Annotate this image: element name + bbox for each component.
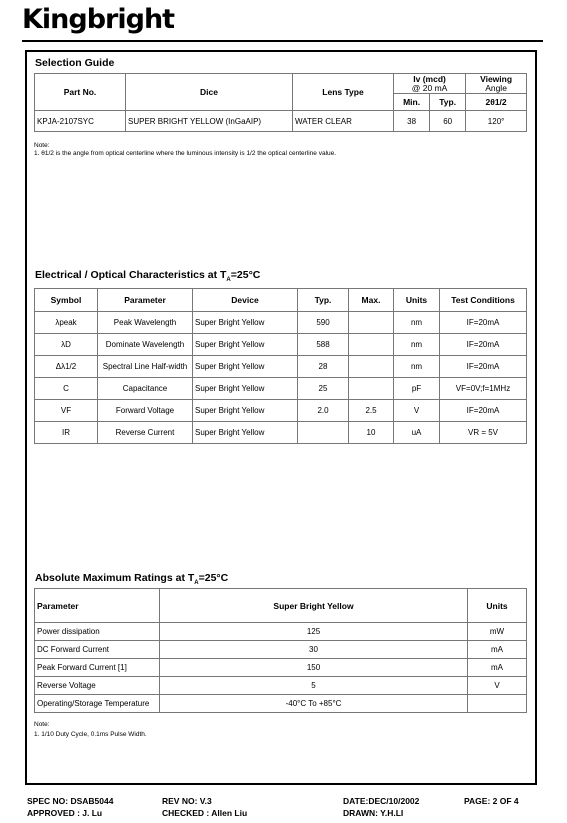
electrical-table bbox=[34, 288, 527, 444]
absolute-note-label: Note: bbox=[34, 721, 50, 728]
electrical-header: Max. bbox=[349, 289, 394, 312]
electrical-cell bbox=[349, 356, 394, 378]
electrical-cell: 588 bbox=[298, 334, 349, 356]
header-iv bbox=[394, 74, 466, 94]
electrical-cell: Super Bright Yellow bbox=[193, 356, 298, 378]
selection-table bbox=[34, 73, 527, 132]
electrical-cell bbox=[349, 312, 394, 334]
electrical-cell: 2.5 bbox=[349, 400, 394, 422]
electrical-header: Test Conditions bbox=[440, 289, 527, 312]
electrical-cell: IF=20mA bbox=[440, 400, 527, 422]
electrical-cell: 2.0 bbox=[298, 400, 349, 422]
absolute-cell: mA bbox=[468, 659, 527, 677]
electrical-cell: λD bbox=[35, 334, 98, 356]
approved: APPROVED : J. Lu bbox=[27, 808, 103, 818]
electrical-header: Symbol bbox=[35, 289, 98, 312]
iv-condition: @ 20 mA bbox=[411, 82, 448, 93]
electrical-cell: 10 bbox=[349, 422, 394, 444]
header-dice: Dice bbox=[126, 74, 293, 111]
electrical-cell: 28 bbox=[298, 356, 349, 378]
table-row bbox=[35, 659, 527, 677]
selection-note-label: Note: bbox=[34, 142, 50, 149]
absolute-cell: mA bbox=[468, 641, 527, 659]
absolute-cell: Operating/Storage Temperature bbox=[35, 695, 160, 713]
table-row bbox=[35, 356, 527, 378]
electrical-cell: Super Bright Yellow bbox=[193, 400, 298, 422]
electrical-header: Typ. bbox=[298, 289, 349, 312]
cell-typ: 60 bbox=[430, 111, 466, 132]
header-rule bbox=[22, 40, 543, 42]
cell-min: 38 bbox=[394, 111, 430, 132]
electrical-header: Units bbox=[394, 289, 440, 312]
table-row bbox=[35, 400, 527, 422]
table-row bbox=[35, 312, 527, 334]
iv-label: Iv (mcd) bbox=[413, 73, 446, 84]
footer-col-1 bbox=[27, 795, 113, 819]
electrical-cell: Super Bright Yellow bbox=[193, 422, 298, 444]
absolute-cell: -40°C To +85°C bbox=[160, 695, 468, 713]
absolute-cell: Peak Forward Current [1] bbox=[35, 659, 160, 677]
absolute-cell: Power dissipation bbox=[35, 623, 160, 641]
absolute-title: Absolute Maximum Ratings at $T_A=25^\circ C$ bbox=[35, 572, 229, 587]
electrical-title: Electrical / Optical Characteristics at $T_A=25^\circ C$ bbox=[35, 269, 261, 284]
absolute-header: Units bbox=[468, 589, 527, 623]
electrical-cell: Capacitance bbox=[98, 378, 193, 400]
electrical-cell: C bbox=[35, 378, 98, 400]
absolute-cell: Reverse Voltage bbox=[35, 677, 160, 695]
checked: CHECKED : Allen Liu bbox=[162, 808, 248, 818]
header-theta: 2θ1/2 bbox=[466, 94, 527, 111]
electrical-cell: IF=20mA bbox=[440, 312, 527, 334]
electrical-cell bbox=[349, 378, 394, 400]
cell-part-no: KPJA-2107SYC bbox=[35, 111, 126, 132]
header-typ: Typ. bbox=[430, 94, 466, 111]
viewing-label: Viewing bbox=[480, 73, 513, 84]
absolute-cell: 5 bbox=[160, 677, 468, 695]
rev-no: REV NO: V.3 bbox=[162, 796, 212, 806]
electrical-cell: IF=20mA bbox=[440, 356, 527, 378]
absolute-table bbox=[34, 588, 527, 713]
electrical-cell: VF bbox=[35, 400, 98, 422]
electrical-cell: Forward Voltage bbox=[98, 400, 193, 422]
electrical-cell: nm bbox=[394, 312, 440, 334]
electrical-header: Parameter bbox=[98, 289, 193, 312]
table-row bbox=[35, 641, 527, 659]
electrical-cell: Spectral Line Half-width bbox=[98, 356, 193, 378]
absolute-header: Parameter bbox=[35, 589, 160, 623]
electrical-cell bbox=[349, 334, 394, 356]
absolute-cell: 125 bbox=[160, 623, 468, 641]
date: DATE:DEC/10/2002 bbox=[343, 796, 420, 806]
header-part-no: Part No. bbox=[35, 74, 126, 111]
electrical-cell: IF=20mA bbox=[440, 334, 527, 356]
table-row bbox=[35, 623, 527, 641]
absolute-cell: 150 bbox=[160, 659, 468, 677]
electrical-cell: VR = 5V bbox=[440, 422, 527, 444]
cell-angle: 120° bbox=[466, 111, 527, 132]
electrical-cell: VF=0V;f=1MHz bbox=[440, 378, 527, 400]
electrical-cell: Super Bright Yellow bbox=[193, 312, 298, 334]
electrical-cell: 590 bbox=[298, 312, 349, 334]
table-row bbox=[35, 677, 527, 695]
electrical-cell: nm bbox=[394, 334, 440, 356]
absolute-cell: V bbox=[468, 677, 527, 695]
electrical-cell: pF bbox=[394, 378, 440, 400]
header-min: Min. bbox=[394, 94, 430, 111]
electrical-cell: IR bbox=[35, 422, 98, 444]
brand-logo: Kingbright bbox=[22, 4, 175, 35]
table-row bbox=[35, 695, 527, 713]
table-row bbox=[35, 422, 527, 444]
electrical-cell: uA bbox=[394, 422, 440, 444]
absolute-note: 1. 1/10 Duty Cycle, 0.1ms Pulse Width. bbox=[34, 731, 147, 738]
electrical-cell: V bbox=[394, 400, 440, 422]
absolute-cell: 30 bbox=[160, 641, 468, 659]
absolute-cell: DC Forward Current bbox=[35, 641, 160, 659]
electrical-cell: nm bbox=[394, 356, 440, 378]
electrical-cell: Peak Wavelength bbox=[98, 312, 193, 334]
footer-col-2 bbox=[162, 795, 247, 819]
drawn: DRAWN: Y.H.LI bbox=[343, 808, 404, 818]
spec-no: SPEC NO: DSAB5044 bbox=[27, 796, 114, 806]
angle-label: Angle bbox=[485, 82, 507, 93]
absolute-cell bbox=[468, 695, 527, 713]
selection-note: 1. θ1/2 is the angle from optical centerline where the luminous intensity is 1/2 the optical centerline value. bbox=[34, 150, 337, 157]
table-row bbox=[35, 378, 527, 400]
electrical-header: Device bbox=[193, 289, 298, 312]
table-row bbox=[35, 334, 527, 356]
electrical-cell: Reverse Current bbox=[98, 422, 193, 444]
absolute-cell: mW bbox=[468, 623, 527, 641]
header-viewing bbox=[466, 74, 527, 94]
electrical-cell: Dominate Wavelength bbox=[98, 334, 193, 356]
page-number: PAGE: 2 OF 4 bbox=[464, 796, 519, 806]
selection-title: Selection Guide bbox=[35, 57, 115, 69]
electrical-cell: 25 bbox=[298, 378, 349, 400]
cell-lens: WATER CLEAR bbox=[293, 111, 394, 132]
cell-dice: SUPER BRIGHT YELLOW (InGaAIP) bbox=[126, 111, 293, 132]
footer-col-3 bbox=[343, 795, 419, 819]
electrical-cell: λpeak bbox=[35, 312, 98, 334]
electrical-cell: Super Bright Yellow bbox=[193, 334, 298, 356]
electrical-cell: Super Bright Yellow bbox=[193, 378, 298, 400]
absolute-header: Super Bright Yellow bbox=[160, 589, 468, 623]
electrical-cell bbox=[298, 422, 349, 444]
header-lens: Lens Type bbox=[293, 74, 394, 111]
electrical-cell: Δλ1/2 bbox=[35, 356, 98, 378]
